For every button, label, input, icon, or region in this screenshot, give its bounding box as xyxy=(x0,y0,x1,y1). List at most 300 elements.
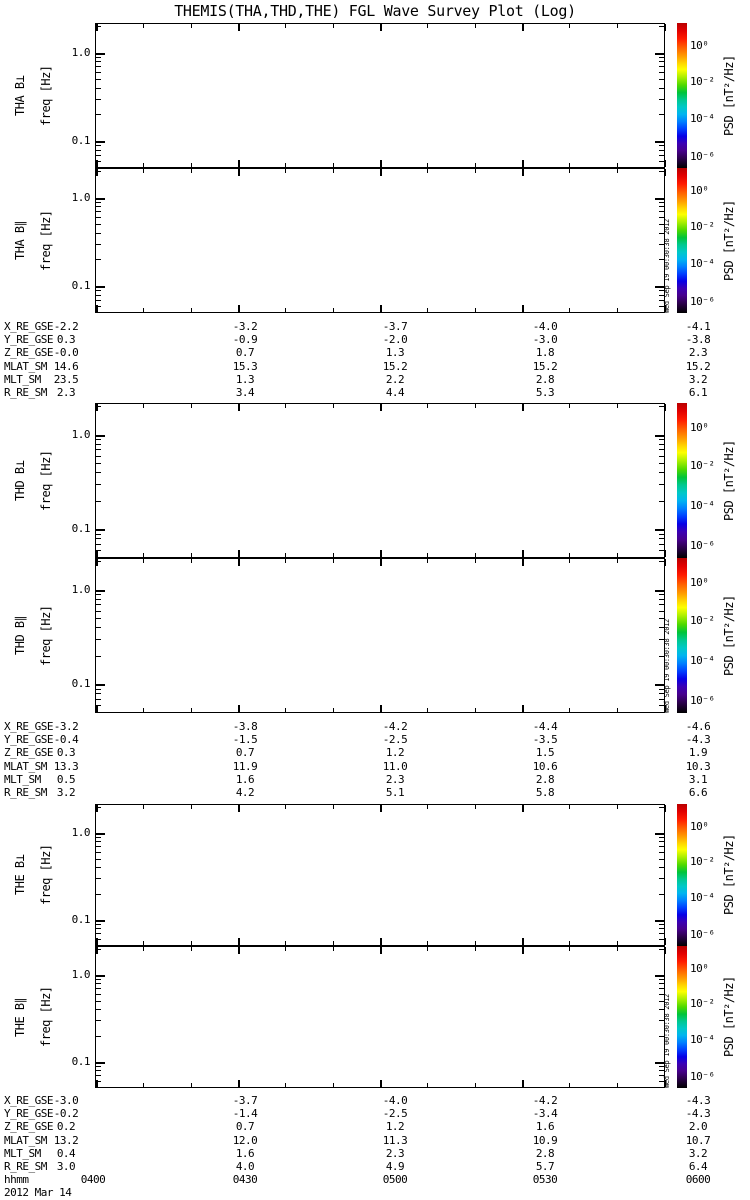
y-tick-minor xyxy=(96,306,101,307)
panel-left-label: THA B⊥ xyxy=(13,75,27,116)
psd-axis-label: PSD [nT²/Hz] xyxy=(722,440,736,521)
y-tick-major xyxy=(96,286,105,288)
y-tick-minor xyxy=(96,472,101,473)
y-tick-minor xyxy=(96,484,101,485)
colorbar-tick-label: 10⁻² xyxy=(690,854,715,868)
ephemeris-value: 15.2 xyxy=(685,359,711,373)
x-tick xyxy=(191,169,192,173)
y-tick-minor xyxy=(96,604,101,605)
x-tick xyxy=(238,705,240,712)
x-tick xyxy=(380,160,382,167)
ephemeris-value: 0.3 xyxy=(56,746,76,760)
y-tick-minor xyxy=(96,939,101,940)
x-tick xyxy=(380,805,382,812)
freq-axis-label: freq [Hz] xyxy=(39,210,53,271)
ephemeris-value: -3.0 xyxy=(53,1094,79,1107)
x-tick xyxy=(191,947,192,951)
y-tick-minor xyxy=(96,233,101,234)
y-tick-minor xyxy=(96,699,101,700)
ephemeris-row xyxy=(0,720,750,733)
x-tick xyxy=(569,805,570,809)
ephemeris-value: 2.8 xyxy=(535,372,555,386)
ephemeris-row-label: X_RE_GSE xyxy=(4,320,53,333)
y-tick-minor xyxy=(96,979,101,980)
freq-axis-label: freq [Hz] xyxy=(39,65,53,126)
y-tick-minor xyxy=(96,1081,101,1082)
x-tick xyxy=(333,169,334,173)
y-tick-minor xyxy=(96,72,101,73)
x-tick xyxy=(569,1083,570,1087)
x-tick xyxy=(333,404,334,408)
x-tick xyxy=(143,24,144,28)
x-tick xyxy=(427,24,428,28)
x-tick xyxy=(191,1083,192,1087)
y-tick-minor xyxy=(659,550,664,551)
x-tick xyxy=(380,305,382,312)
y-tick-minor xyxy=(96,99,101,100)
ephemeris-value: 11.0 xyxy=(382,759,408,773)
x-tick xyxy=(191,24,192,28)
y-tick-minor xyxy=(96,217,101,218)
y-tick-minor xyxy=(96,534,101,535)
y-tick-minor xyxy=(96,852,101,853)
ephemeris-value: -1.5 xyxy=(232,733,258,747)
x-tick xyxy=(380,559,382,566)
freq-tick-label: 0.1 xyxy=(71,134,90,148)
x-tick xyxy=(569,708,570,712)
x-tick xyxy=(522,805,524,812)
y-tick-minor xyxy=(96,807,101,808)
y-tick-minor xyxy=(659,939,664,940)
ephemeris-value: 1.9 xyxy=(688,746,708,760)
x-tick xyxy=(522,947,524,954)
y-tick-minor xyxy=(96,1001,101,1002)
ephemeris-row-label: Z_RE_GSE xyxy=(4,346,53,360)
ephemeris-value: -0.2 xyxy=(53,1107,79,1121)
ephemeris-row-label: Y_RE_GSE xyxy=(4,333,53,347)
ephemeris-value: -0.4 xyxy=(53,733,79,747)
y-tick-minor xyxy=(96,618,101,619)
x-tick xyxy=(427,1083,428,1087)
ephemeris-row-label: MLT_SM xyxy=(4,772,41,786)
ephemeris-value: 15.3 xyxy=(232,359,258,373)
y-tick-minor xyxy=(659,807,664,808)
x-tick xyxy=(569,947,570,951)
time-tick-label: 0430 xyxy=(232,1173,258,1187)
x-tick xyxy=(569,941,570,945)
y-tick-minor xyxy=(96,211,101,212)
x-tick xyxy=(333,1083,334,1087)
ephemeris-row-label: MLAT_SM xyxy=(4,759,47,773)
x-tick xyxy=(427,708,428,712)
ephemeris-value: -3.7 xyxy=(232,1094,258,1107)
freq-axis-label: freq [Hz] xyxy=(39,450,53,511)
y-tick-minor xyxy=(659,501,664,502)
x-tick xyxy=(569,24,570,28)
ephemeris-value: -0.0 xyxy=(53,346,79,360)
y-tick-minor xyxy=(96,501,101,502)
y-tick-major xyxy=(96,833,105,835)
ephemeris-value: -3.8 xyxy=(685,333,711,347)
y-tick-minor xyxy=(96,550,101,551)
y-tick-major xyxy=(655,141,664,143)
x-tick xyxy=(664,938,666,945)
ephemeris-value: 4.2 xyxy=(235,786,255,799)
ephemeris-value: -2.2 xyxy=(53,320,79,333)
x-tick xyxy=(617,1083,618,1087)
x-tick xyxy=(475,941,476,945)
x-tick xyxy=(285,1083,286,1087)
ephemeris-value: 0.4 xyxy=(56,1146,76,1160)
y-tick-minor xyxy=(96,26,101,27)
ephemeris-value: -4.0 xyxy=(532,320,558,333)
y-tick-minor xyxy=(96,439,101,440)
psd-axis-label: PSD [nT²/Hz] xyxy=(722,834,736,916)
x-tick xyxy=(664,24,666,31)
y-tick-minor xyxy=(659,99,664,100)
y-tick-minor xyxy=(96,290,101,291)
y-tick-major xyxy=(96,435,105,437)
x-tick xyxy=(333,553,334,557)
x-tick xyxy=(569,559,570,563)
x-tick xyxy=(333,941,334,945)
x-tick xyxy=(333,163,334,167)
ephemeris-value: 15.2 xyxy=(532,359,558,373)
x-tick xyxy=(427,941,428,945)
colorbar-tick-label: 10⁻⁴ xyxy=(690,256,715,270)
colorbar-tick-label: 10⁰ xyxy=(690,576,709,590)
colorbar-tick-label: 10⁻⁴ xyxy=(690,1033,715,1046)
x-tick xyxy=(664,550,666,557)
y-tick-minor xyxy=(96,1020,101,1021)
y-tick-minor xyxy=(96,224,101,225)
y-tick-minor xyxy=(96,841,101,842)
x-tick xyxy=(143,163,144,167)
ephemeris-value: 10.6 xyxy=(532,759,558,773)
ephemeris-row xyxy=(0,386,750,399)
x-tick xyxy=(285,169,286,173)
ephemeris-value: 2.3 xyxy=(385,1146,405,1160)
y-tick-minor xyxy=(96,627,101,628)
x-tick xyxy=(427,947,428,951)
y-tick-minor xyxy=(96,145,101,146)
ephemeris-row xyxy=(0,1160,750,1173)
spectrogram-panel-the-bperp xyxy=(95,804,665,946)
y-tick-minor xyxy=(96,1009,101,1010)
ephemeris-value: 0.7 xyxy=(235,746,255,760)
ephemeris-row-label: R_RE_SM xyxy=(4,786,47,799)
x-tick xyxy=(522,559,524,566)
y-tick-minor xyxy=(96,88,101,89)
y-tick-minor xyxy=(659,538,664,539)
y-tick-major xyxy=(655,833,664,835)
x-tick xyxy=(238,938,240,945)
colorbar-tick-label: 10⁻⁴ xyxy=(690,111,715,125)
ephemeris-value: -3.5 xyxy=(532,733,558,747)
ephemeris-value: -4.2 xyxy=(532,1094,558,1107)
ephemeris-row xyxy=(0,360,750,373)
y-tick-minor xyxy=(96,66,101,67)
ephemeris-row xyxy=(0,373,750,386)
ephemeris-value: -4.3 xyxy=(685,1107,711,1121)
y-tick-minor xyxy=(96,611,101,612)
page-title: THEMIS(THA,THD,THE) FGL Wave Survey Plot (Log) xyxy=(174,2,576,20)
colorbar-tick-label: 10⁰ xyxy=(690,820,709,833)
date-label: 2012 Mar 14 xyxy=(4,1186,72,1200)
y-tick-major xyxy=(96,141,105,143)
time-tick-label: 0600 xyxy=(685,1173,711,1187)
x-tick xyxy=(285,553,286,557)
freq-tick-label: 1.0 xyxy=(71,190,90,204)
ephemeris-row xyxy=(0,786,750,799)
x-tick xyxy=(191,941,192,945)
x-tick xyxy=(285,404,286,408)
y-tick-minor xyxy=(96,846,101,847)
ephemeris-value: 1.5 xyxy=(535,746,555,760)
ephemeris-row xyxy=(0,760,750,773)
y-tick-minor xyxy=(96,988,101,989)
x-tick xyxy=(333,24,334,28)
colorbar-tick-label: 10⁻⁴ xyxy=(690,891,715,904)
ephemeris-value: -4.4 xyxy=(532,720,558,733)
x-tick xyxy=(191,559,192,563)
panel-left-label: THD B∥ xyxy=(13,615,27,656)
ephemeris-value: 10.3 xyxy=(685,759,711,773)
x-tick xyxy=(475,308,476,312)
timestamp-stamp: Wed Sep 19 00:30:38 2012 xyxy=(663,994,671,1088)
y-tick-minor xyxy=(96,406,101,407)
x-tick xyxy=(380,1080,382,1087)
psd-colorbar xyxy=(677,403,687,558)
time-axis-row xyxy=(0,1173,750,1186)
ephemeris-value: -4.3 xyxy=(685,1094,711,1107)
x-tick xyxy=(285,559,286,563)
psd-colorbar xyxy=(677,23,687,168)
x-tick xyxy=(285,941,286,945)
x-tick xyxy=(191,404,192,408)
ephemeris-value: -3.2 xyxy=(53,720,79,733)
ephemeris-row-label: X_RE_GSE xyxy=(4,720,53,733)
x-tick xyxy=(143,169,144,173)
ephemeris-value: 6.4 xyxy=(688,1160,708,1173)
y-tick-minor xyxy=(659,534,664,535)
y-tick-minor xyxy=(96,594,101,595)
ephemeris-value: 13.3 xyxy=(53,759,79,773)
x-tick xyxy=(475,947,476,951)
x-tick xyxy=(475,163,476,167)
freq-tick-label: 1.0 xyxy=(71,825,90,839)
colorbar-tick-label: 10⁻⁶ xyxy=(690,149,715,163)
x-tick xyxy=(522,160,524,167)
x-tick xyxy=(475,553,476,557)
y-tick-minor xyxy=(96,561,101,562)
x-tick xyxy=(427,805,428,809)
ephemeris-value: 14.6 xyxy=(53,359,79,373)
x-tick xyxy=(522,938,524,945)
y-tick-minor xyxy=(96,837,101,838)
y-tick-minor xyxy=(96,1070,101,1071)
y-tick-minor xyxy=(96,878,101,879)
x-tick xyxy=(238,550,240,557)
y-tick-minor xyxy=(96,114,101,115)
y-tick-minor xyxy=(659,928,664,929)
ephemeris-value: 4.0 xyxy=(235,1160,255,1173)
ephemeris-value: 1.2 xyxy=(385,746,405,760)
ephemeris-row xyxy=(0,773,750,786)
date-row xyxy=(0,1186,750,1199)
freq-axis-label: freq [Hz] xyxy=(39,986,53,1048)
ephemeris-row-label: MLAT_SM xyxy=(4,359,47,373)
y-tick-minor xyxy=(96,599,101,600)
psd-axis-label: PSD [nT²/Hz] xyxy=(722,595,736,676)
y-tick-minor xyxy=(96,259,101,260)
freq-axis-label: freq [Hz] xyxy=(39,844,53,906)
y-tick-minor xyxy=(96,894,101,895)
panel-left-label: THE B⊥ xyxy=(13,854,27,896)
x-tick xyxy=(238,805,240,812)
ephemeris-value: 2.3 xyxy=(385,772,405,786)
x-tick xyxy=(238,24,240,31)
colorbar-tick-label: 10⁻² xyxy=(690,996,715,1010)
y-tick-minor xyxy=(96,994,101,995)
psd-colorbar xyxy=(677,168,687,313)
x-tick xyxy=(569,404,570,408)
x-tick xyxy=(569,163,570,167)
y-tick-minor xyxy=(659,145,664,146)
ephemeris-value: -3.8 xyxy=(232,720,258,733)
x-tick xyxy=(143,404,144,408)
y-tick-minor xyxy=(96,867,101,868)
x-tick xyxy=(380,24,382,31)
x-tick xyxy=(143,941,144,945)
x-tick xyxy=(664,805,666,812)
y-tick-minor xyxy=(659,463,664,464)
y-tick-minor xyxy=(96,244,101,245)
freq-tick-label: 0.1 xyxy=(71,1054,90,1068)
y-tick-minor xyxy=(96,1066,101,1067)
ephemeris-value: -4.6 xyxy=(685,720,711,733)
x-tick xyxy=(238,947,240,954)
x-tick xyxy=(522,24,524,31)
spectrogram-panel-thd-bpar xyxy=(95,558,665,713)
y-tick-minor xyxy=(659,150,664,151)
ephemeris-value: 3.2 xyxy=(688,1146,708,1160)
ephemeris-value: -1.4 xyxy=(232,1107,258,1121)
y-tick-minor xyxy=(659,57,664,58)
y-tick-minor xyxy=(659,852,664,853)
y-tick-major xyxy=(655,435,664,437)
ephemeris-row-label: Y_RE_GSE xyxy=(4,733,53,747)
ephemeris-value: 12.0 xyxy=(232,1133,258,1147)
ephemeris-row xyxy=(0,1094,750,1107)
panel-left-label: THA B∥ xyxy=(13,220,27,261)
x-tick xyxy=(143,947,144,951)
ephemeris-value: 0.2 xyxy=(56,1120,76,1134)
y-tick-minor xyxy=(96,206,101,207)
x-tick xyxy=(191,308,192,312)
ephemeris-value: 1.2 xyxy=(385,1120,405,1134)
ephemeris-value: 1.3 xyxy=(235,372,255,386)
ephemeris-row xyxy=(0,1120,750,1133)
ephemeris-value: -2.5 xyxy=(382,733,408,747)
x-tick xyxy=(475,24,476,28)
ephemeris-value: 0.5 xyxy=(56,772,76,786)
ephemeris-value: 3.4 xyxy=(235,386,255,399)
x-tick xyxy=(285,308,286,312)
x-tick xyxy=(238,404,240,411)
ephemeris-value: 1.6 xyxy=(235,772,255,786)
y-tick-minor xyxy=(659,439,664,440)
y-tick-minor xyxy=(96,150,101,151)
psd-axis-label: PSD [nT²/Hz] xyxy=(722,55,736,136)
ephemeris-value: 5.3 xyxy=(535,386,555,399)
spectrogram-panel-tha-bperp xyxy=(95,23,665,168)
colorbar-tick-label: 10⁻² xyxy=(690,220,715,233)
x-tick xyxy=(285,708,286,712)
x-tick xyxy=(617,941,618,945)
spectrogram-panel-tha-bpar xyxy=(95,168,665,313)
ephemeris-value: -4.0 xyxy=(382,1094,408,1107)
x-tick xyxy=(191,708,192,712)
y-tick-minor xyxy=(659,484,664,485)
time-tick-label: 0530 xyxy=(532,1173,558,1187)
x-tick xyxy=(522,705,524,712)
x-tick xyxy=(333,708,334,712)
x-tick xyxy=(191,553,192,557)
ephemeris-value: 2.8 xyxy=(535,772,555,786)
x-tick xyxy=(664,404,666,411)
ephemeris-value: 11.9 xyxy=(232,759,258,773)
y-tick-minor xyxy=(96,449,101,450)
timestamp-stamp: Wed Sep 19 00:30:38 2012 xyxy=(663,619,671,713)
freq-tick-label: 1.0 xyxy=(71,582,90,596)
panel-left-label: THD B⊥ xyxy=(13,460,27,501)
ephemeris-value: 2.3 xyxy=(56,386,76,399)
y-tick-minor xyxy=(96,689,101,690)
y-tick-minor xyxy=(96,983,101,984)
ephemeris-row-label: MLT_SM xyxy=(4,1146,41,1160)
x-tick xyxy=(427,559,428,563)
x-tick xyxy=(522,305,524,312)
ephemeris-value: 0.3 xyxy=(56,333,76,347)
y-tick-minor xyxy=(96,538,101,539)
x-tick xyxy=(617,169,618,173)
ephemeris-value: -3.2 xyxy=(232,320,258,333)
x-tick xyxy=(191,805,192,809)
freq-tick-label: 0.1 xyxy=(71,522,90,536)
ephemeris-value: 10.7 xyxy=(685,1133,711,1147)
x-tick xyxy=(617,163,618,167)
x-tick xyxy=(380,938,382,945)
y-tick-major xyxy=(655,53,664,55)
x-tick xyxy=(475,559,476,563)
colorbar-tick-label: 10⁻² xyxy=(690,614,715,627)
x-tick xyxy=(143,308,144,312)
freq-tick-label: 1.0 xyxy=(71,967,90,981)
y-tick-minor xyxy=(96,1075,101,1076)
freq-tick-label: 0.1 xyxy=(71,279,90,293)
ephemeris-value: 2.2 xyxy=(385,372,405,386)
y-tick-minor xyxy=(659,456,664,457)
x-tick xyxy=(143,1083,144,1087)
x-tick xyxy=(96,550,98,557)
y-tick-minor xyxy=(96,456,101,457)
colorbar-tick-label: 10⁰ xyxy=(690,39,709,53)
x-tick xyxy=(380,947,382,954)
time-tick-label: 0400 xyxy=(80,1173,106,1187)
ephemeris-row xyxy=(0,1147,750,1160)
x-tick xyxy=(238,169,240,176)
